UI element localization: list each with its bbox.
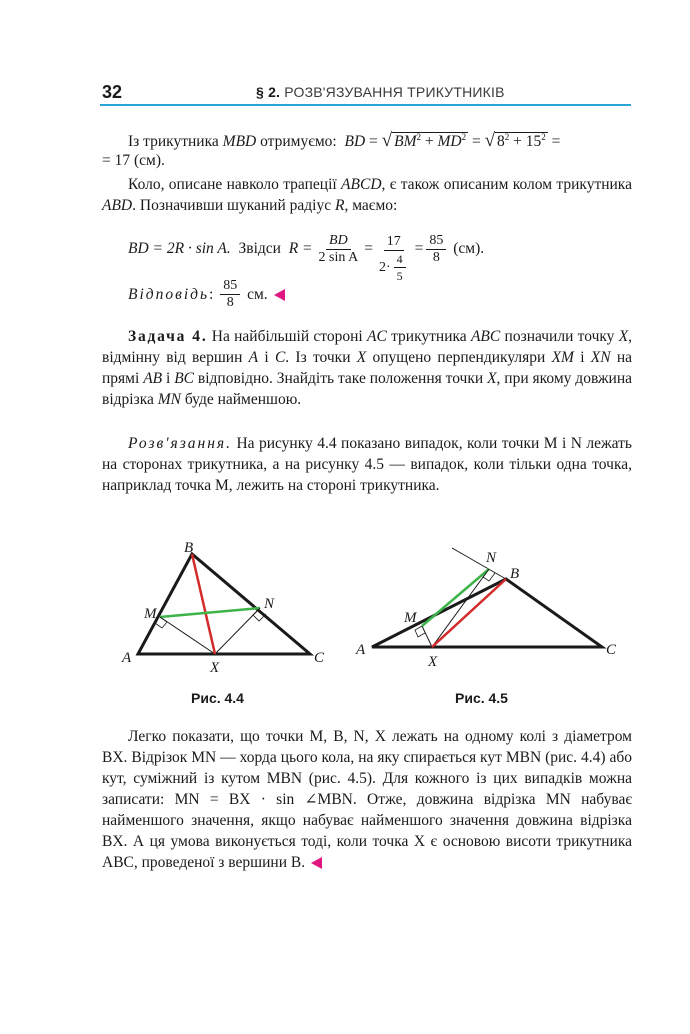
label-b: B <box>184 540 194 556</box>
label-a: A <box>356 642 366 658</box>
running-header: § 2. РОЗВ'ЯЗУВАННЯ ТРИКУТНИКІВ <box>256 84 505 100</box>
label-n: N <box>486 550 497 566</box>
label-m: M <box>404 610 417 626</box>
page-number: 32 <box>102 82 123 102</box>
label-x: X <box>210 660 220 676</box>
figure-4-4 <box>118 540 338 680</box>
intro-line-2: = 17 (см). <box>102 152 165 169</box>
label-m: M <box>144 606 157 622</box>
perp-xn <box>432 569 489 647</box>
figure-4-5 <box>352 540 632 680</box>
conclusion-paragraph: Легко показати, що точки M, B, N, X лежать на одному колі з діаметром BX. Відрізок MN — хорда цього кола, на яку спирається кут MBN (рис. 4.4) або кут, суміжний із кутом MBN (рис. 4.5). Для кожного із цих випадків можна записати: MN = BX · sin ∠MBN. Отже, довжина відрізка MN набуває найменшого значення, якщо набуває найменшого значення довжина відрізка BX. А ця умова виконується тоді, коли точка X є основою висоти трикутника ABC, проведеної з вершини B. <box>102 728 632 871</box>
extension-ab <box>452 548 506 579</box>
segment-mn <box>422 569 489 626</box>
intro-paragraph-2: Коло, описане навколо трапеції ABCD, є також описаним колом трикутника ABD. Позначивши шуканий радіус R, маємо: <box>102 176 632 214</box>
caption-fig-4-4: Рис. 4.4 <box>191 690 244 706</box>
header-rule <box>100 104 631 106</box>
label-c: C <box>606 642 617 658</box>
label-a: A <box>122 650 132 666</box>
perp-xm <box>422 626 432 647</box>
segment-mn <box>160 608 260 617</box>
right-angle-m <box>415 626 425 637</box>
caption-fig-4-5: Рис. 4.5 <box>455 690 508 706</box>
end-of-solution-icon <box>311 857 322 869</box>
answer-line: Відповідь : $\frac{85}{8}$ см. <box>128 278 285 311</box>
segment-bx <box>432 579 506 647</box>
right-angle-n <box>483 569 495 581</box>
radius-formula: BD = 2R · sin A. Звідси R = $\frac{BD}{\text{2 sin A}}$ = 17 2· $\frac{4}{5}$ = $\frac{85}{8}$ (см). <box>128 232 485 283</box>
intro-line-1: Із трикутника MBD отримуємо: BD = √ $BM^2 + MD^2$ = √ $8^2 + 15^2$ = <box>128 130 561 151</box>
end-of-solution-icon <box>274 289 285 301</box>
label-b: B <box>510 566 520 582</box>
triangle-abc <box>138 554 310 654</box>
label-x: X <box>428 654 438 670</box>
problem-statement: Задача 4. На найбільшій стороні AC трикутника ABC позначили точку X, відмінну від вершин A і C. Із точки X опущено перпендикуляри XM і XN на прямі AB і BC відповідно. Знайдіть таке положення точки X, при якому довжина відрізка MN буде найменшою. <box>102 328 633 408</box>
solution-paragraph: Розв'язання. На рисунку 4.4 показано випадок, коли точки M і N лежать на сторонах трикутника, а на рисунку 4.5 — випадок, коли тільки одна точка, наприклад точка M, лежить на стороні трикутника. <box>102 435 632 494</box>
label-n: N <box>264 596 275 612</box>
label-c: C <box>314 650 325 666</box>
